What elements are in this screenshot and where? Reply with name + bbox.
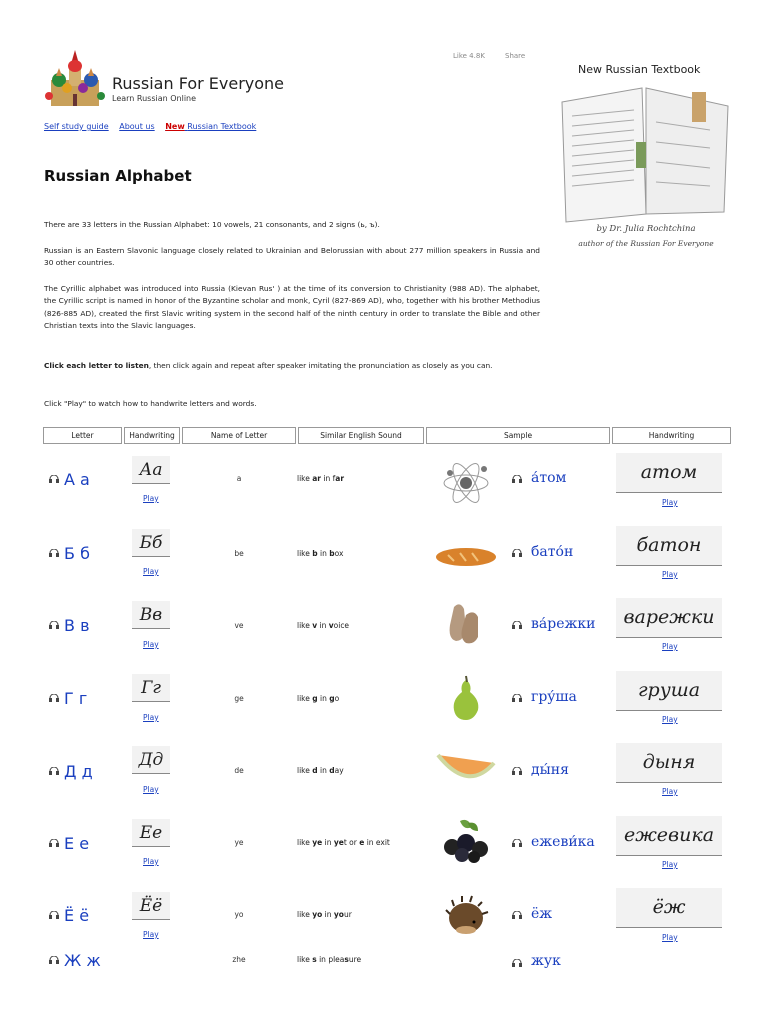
letter-handwriting bbox=[132, 529, 170, 557]
ad-author: author of the Russian For Everyone bbox=[578, 239, 714, 248]
english-sound bbox=[297, 838, 390, 847]
sound-text: in plea bbox=[316, 955, 345, 964]
play-letter-link[interactable]: Play bbox=[143, 930, 159, 939]
col-header-handwriting-word: Handwriting bbox=[612, 427, 731, 444]
letter-handwriting-text: Ее bbox=[139, 823, 163, 843]
headphones-icon[interactable] bbox=[512, 621, 522, 629]
play-letter-link[interactable]: Play bbox=[143, 567, 159, 576]
play-letter-link[interactable]: Play bbox=[143, 785, 159, 794]
word-handwriting bbox=[616, 888, 722, 928]
sample-word-button[interactable]: бато́н bbox=[531, 544, 574, 560]
sound-text: in bbox=[322, 910, 334, 919]
play-word-link[interactable]: Play bbox=[662, 498, 678, 507]
letter-handwriting bbox=[132, 456, 170, 484]
table-row bbox=[0, 597, 768, 669]
sound-text: in bbox=[317, 694, 330, 703]
sound-text: in bbox=[317, 766, 330, 775]
play-letter-link[interactable]: Play bbox=[143, 857, 159, 866]
sample-word-button[interactable]: ёж bbox=[531, 906, 553, 922]
table-row bbox=[0, 742, 768, 814]
sound-bold: v bbox=[312, 621, 318, 630]
bread-icon bbox=[434, 533, 498, 581]
letter-handwriting-text: Дд bbox=[138, 750, 164, 770]
sample-word-button[interactable]: ежеви́ка bbox=[531, 834, 595, 850]
headphones-icon[interactable] bbox=[512, 839, 522, 847]
sample-word-button[interactable]: а́том bbox=[531, 470, 567, 486]
letter-name: a bbox=[236, 474, 242, 483]
sound-bold: ar bbox=[312, 474, 322, 483]
sound-text: in bbox=[317, 549, 330, 558]
letter-name: ge bbox=[234, 694, 244, 703]
instruction-paragraph bbox=[44, 360, 540, 372]
play-word-link[interactable]: Play bbox=[662, 570, 678, 579]
sound-bold: s bbox=[312, 955, 317, 964]
col-header-handwriting: Handwriting bbox=[124, 427, 180, 444]
letter-name: zhe bbox=[232, 955, 246, 964]
sound-bold: e bbox=[359, 838, 365, 847]
headphones-icon[interactable] bbox=[512, 959, 522, 967]
word-handwriting bbox=[616, 453, 722, 493]
intro-paragraph-1: There are 33 letters in the Russian Alphabet: 10 vowels, 21 consonants, and 2 signs (ь, ъ). bbox=[44, 220, 380, 229]
nav-textbook-label: Russian Textbook bbox=[187, 122, 257, 131]
sound-text: in f bbox=[321, 474, 336, 483]
headphones-icon[interactable] bbox=[512, 549, 522, 557]
share-button[interactable]: Share bbox=[505, 52, 526, 60]
top-nav bbox=[44, 122, 264, 131]
headphones-icon[interactable] bbox=[49, 549, 59, 557]
sound-text: like bbox=[297, 694, 313, 703]
sound-text: like bbox=[297, 621, 313, 630]
intro-paragraph-3: The Cyrillic alphabet was introduced into Russia (Kievan Rus' ) at the time of its conversion to Christianity (988 AD). The alphabet, the Cyrillic script is named in honor of the Byzantine scholar and monk, Cyril (827-869 AD), who, together with his brother Methodius (826-885 AD), created the first Slavic writing system in the second half of the ninth century in order to translate the Bible and other Christian texts into the Slavic languages. bbox=[44, 284, 540, 331]
letter-button[interactable]: Ж ж bbox=[64, 951, 101, 970]
melon-icon bbox=[434, 745, 498, 793]
sound-text: ay bbox=[334, 766, 344, 775]
sample-word-button[interactable]: ва́режки bbox=[531, 616, 596, 632]
table-row bbox=[0, 815, 768, 887]
instruction-bold: Click each letter to listen bbox=[44, 361, 149, 370]
sound-text: ur bbox=[343, 910, 352, 919]
word-handwriting-text: батон bbox=[636, 534, 702, 556]
sound-bold: b bbox=[329, 549, 335, 558]
play-word-link[interactable]: Play bbox=[662, 715, 678, 724]
sound-text: ox bbox=[334, 549, 344, 558]
nav-self-study-link[interactable]: Self study guide bbox=[44, 122, 109, 131]
sample-word-button[interactable]: ды́ня bbox=[531, 762, 569, 778]
word-handwriting bbox=[616, 526, 722, 566]
letter-button[interactable]: Ё ё bbox=[64, 906, 90, 925]
blackberry-icon bbox=[434, 817, 498, 865]
letter-button[interactable]: Б б bbox=[64, 544, 90, 563]
play-word-link[interactable]: Play bbox=[662, 860, 678, 869]
english-sound bbox=[297, 474, 344, 483]
pear-icon bbox=[434, 674, 498, 722]
letter-handwriting bbox=[132, 601, 170, 629]
headphones-icon[interactable] bbox=[49, 621, 59, 629]
page-title: Russian Alphabet bbox=[44, 167, 192, 185]
letter-handwriting bbox=[132, 746, 170, 774]
english-sound bbox=[297, 694, 339, 703]
letter-name: ye bbox=[234, 838, 244, 847]
letter-name: yo bbox=[234, 910, 244, 919]
sound-text: like bbox=[297, 549, 313, 558]
hedgehog-icon bbox=[434, 892, 498, 940]
word-handwriting-text: ежевика bbox=[623, 824, 715, 846]
cathedral-logo-icon[interactable] bbox=[45, 50, 105, 108]
sound-text: in bbox=[317, 621, 329, 630]
sound-text: like bbox=[297, 910, 313, 919]
headphones-icon[interactable] bbox=[512, 694, 522, 702]
sound-text: like bbox=[297, 955, 313, 964]
english-sound bbox=[297, 549, 343, 558]
col-header-name: Name of Letter bbox=[182, 427, 296, 444]
ad-title[interactable]: New Russian Textbook bbox=[578, 63, 701, 76]
english-sound bbox=[297, 621, 349, 630]
letter-handwriting bbox=[132, 819, 170, 847]
ad-byline: by Dr. Julia Rochtchina bbox=[596, 224, 696, 234]
word-handwriting bbox=[616, 816, 722, 856]
letter-name: ve bbox=[234, 621, 244, 630]
table-row bbox=[0, 670, 768, 742]
headphones-icon[interactable] bbox=[512, 767, 522, 775]
textbook-image-icon[interactable] bbox=[560, 82, 732, 224]
instruction-rest: , then click again and repeat after speaker imitating the pronunciation as closely as you can. bbox=[148, 361, 493, 370]
play-word-link[interactable]: Play bbox=[662, 787, 678, 796]
sound-text: ure bbox=[348, 955, 362, 964]
letter-handwriting-text: Вв bbox=[139, 605, 163, 625]
letter-name: be bbox=[234, 549, 244, 558]
sound-text: like bbox=[297, 474, 313, 483]
letter-button[interactable]: Д д bbox=[64, 762, 93, 781]
english-sound bbox=[297, 910, 352, 919]
play-letter-link[interactable]: Play bbox=[143, 713, 159, 722]
letter-handwriting bbox=[132, 892, 170, 920]
play-word-link[interactable]: Play bbox=[662, 933, 678, 942]
letter-handwriting bbox=[132, 674, 170, 702]
mittens-icon bbox=[434, 599, 498, 647]
play-instruction: Click "Play" to watch how to handwrite letters and words. bbox=[44, 399, 257, 408]
headphones-icon[interactable] bbox=[49, 911, 59, 919]
english-sound bbox=[297, 766, 344, 775]
like-button[interactable]: Like 4.8K bbox=[453, 52, 485, 60]
sound-bold: b bbox=[312, 549, 318, 558]
sound-bold: v bbox=[328, 621, 334, 630]
letter-button[interactable]: Г г bbox=[64, 689, 88, 708]
letter-button[interactable]: В в bbox=[64, 616, 90, 635]
headphones-icon[interactable] bbox=[512, 475, 522, 483]
sound-bold: d bbox=[329, 766, 335, 775]
word-handwriting bbox=[616, 598, 722, 638]
sound-text: oice bbox=[333, 621, 350, 630]
english-sound bbox=[297, 955, 361, 964]
sound-bold: s bbox=[344, 955, 349, 964]
headphones-icon[interactable] bbox=[49, 767, 59, 775]
headphones-icon[interactable] bbox=[49, 694, 59, 702]
nav-textbook-link[interactable] bbox=[165, 122, 256, 131]
atom-icon bbox=[434, 457, 498, 505]
letter-handwriting-text: Бб bbox=[139, 533, 163, 553]
site-title[interactable]: Russian For Everyone bbox=[112, 74, 285, 93]
new-badge: New bbox=[165, 122, 185, 131]
col-header-letter: Letter bbox=[43, 427, 122, 444]
headphones-icon[interactable] bbox=[49, 839, 59, 847]
sound-text: in bbox=[322, 838, 334, 847]
play-letter-link[interactable]: Play bbox=[143, 640, 159, 649]
intro-paragraph-2: Russian is an Eastern Slavonic language closely related to Ukrainian and Belorussian with about 277 million speakers in Russia and 30 other countries. bbox=[44, 246, 540, 268]
letter-handwriting-text: Аa bbox=[139, 460, 163, 480]
sound-bold: g bbox=[312, 694, 318, 703]
word-handwriting-text: дыня bbox=[642, 751, 696, 773]
letter-button[interactable]: А а bbox=[64, 470, 90, 489]
sound-text: t or bbox=[343, 838, 360, 847]
word-handwriting bbox=[616, 743, 722, 783]
col-header-sound: Similar English Sound bbox=[298, 427, 424, 444]
nav-about-link[interactable]: About us bbox=[119, 122, 155, 131]
sound-bold: ye bbox=[312, 838, 323, 847]
table-row bbox=[0, 950, 768, 990]
letter-handwriting-text: Ёё bbox=[139, 896, 163, 916]
letter-button[interactable]: Е е bbox=[64, 834, 90, 853]
play-letter-link[interactable]: Play bbox=[143, 494, 159, 503]
sample-word-button[interactable]: гру́ша bbox=[531, 689, 577, 705]
sample-word-button[interactable]: жук bbox=[531, 953, 561, 969]
table-row bbox=[0, 452, 768, 524]
site-subtitle: Learn Russian Online bbox=[112, 94, 197, 103]
sound-bold: ar bbox=[335, 474, 345, 483]
sound-bold: d bbox=[312, 766, 318, 775]
word-handwriting-text: варежки bbox=[623, 606, 715, 628]
headphones-icon[interactable] bbox=[49, 956, 59, 964]
table-row bbox=[0, 525, 768, 597]
sound-bold: g bbox=[329, 694, 335, 703]
play-word-link[interactable]: Play bbox=[662, 642, 678, 651]
word-handwriting-text: ёж bbox=[652, 896, 686, 918]
letter-handwriting-text: Гг bbox=[141, 678, 161, 698]
sound-text: o bbox=[334, 694, 340, 703]
word-handwriting-text: атом bbox=[640, 461, 698, 483]
word-handwriting bbox=[616, 671, 722, 711]
letter-name: de bbox=[234, 766, 244, 775]
sound-text: in exit bbox=[364, 838, 390, 847]
sound-text: like bbox=[297, 838, 313, 847]
sound-bold: yo bbox=[312, 910, 323, 919]
headphones-icon[interactable] bbox=[512, 911, 522, 919]
sound-text: like bbox=[297, 766, 313, 775]
headphones-icon[interactable] bbox=[49, 475, 59, 483]
word-handwriting-text: груша bbox=[637, 679, 701, 701]
col-header-sample: Sample bbox=[426, 427, 610, 444]
sound-bold: ye bbox=[333, 838, 344, 847]
sound-bold: yo bbox=[333, 910, 344, 919]
